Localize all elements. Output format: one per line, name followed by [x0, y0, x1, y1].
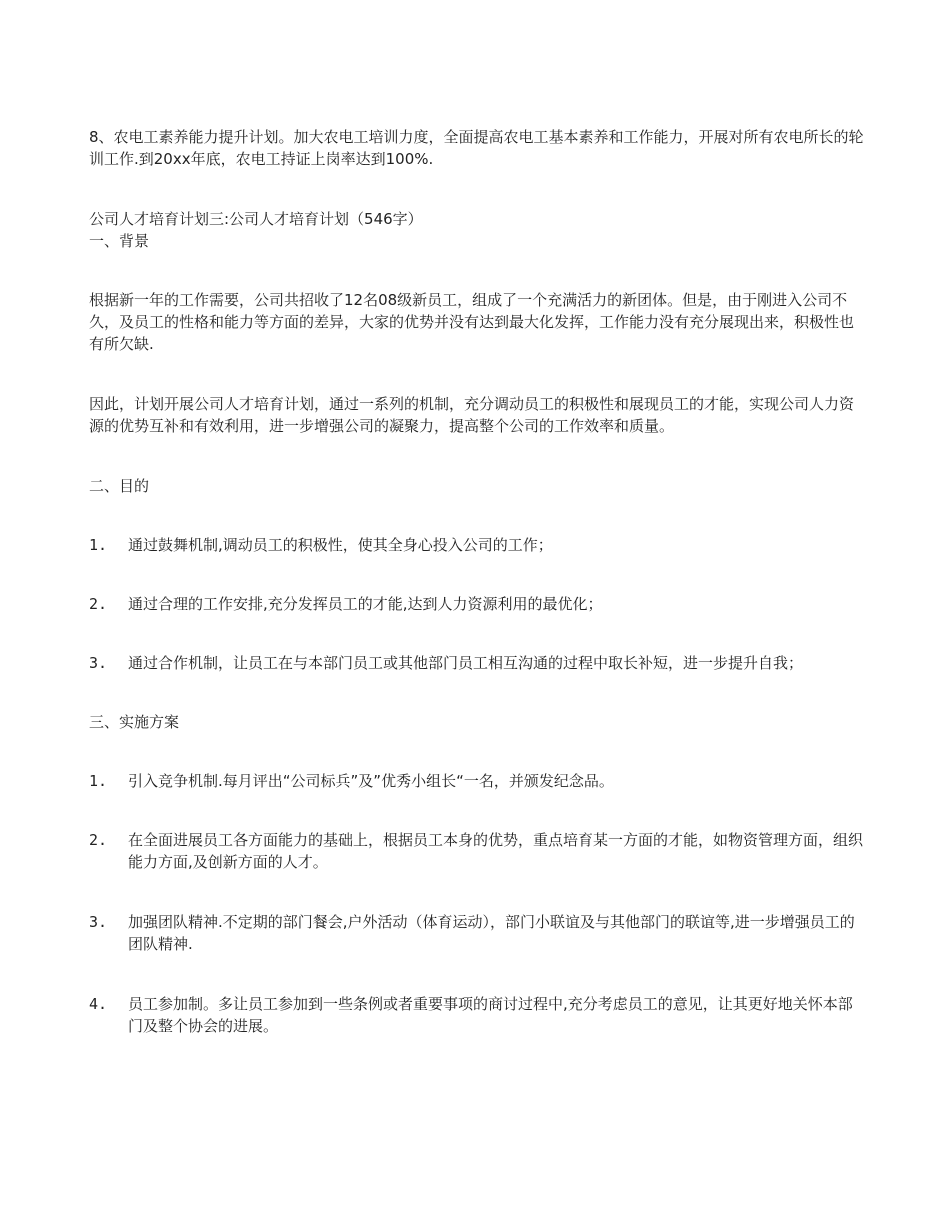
paragraph-item-8: 8、农电工素养能力提升计划。加大农电工培训力度，全面提高农电工基本素养和工作能力，开展对所有农电所长的轮训工作.到20xx年底，农电工持证上岗率达到100%. [89, 128, 864, 168]
goal-number: 1. [89, 536, 108, 554]
plan-item-2 [89, 829, 864, 873]
heading-plan: 三、实施方案 [89, 713, 180, 731]
goal-item-2 [89, 593, 864, 615]
goal-item-1 [89, 534, 864, 556]
plan-number: 4. [89, 995, 108, 1013]
section-title: 公司人才培育计划三:公司人才培育计划（546字） [89, 210, 423, 228]
goal-text: 通过鼓舞机制,调动员工的积极性，使其全身心投入公司的工作； [128, 536, 553, 554]
plan-number: 3. [89, 913, 108, 931]
plan-number: 2. [89, 831, 108, 849]
background-paragraph-1: 根据新一年的工作需要，公司共招收了12名08级新员工，组成了一个充满活力的新团体。但是，由于刚进入公司不久，及员工的性格和能力等方面的差异，大家的优势并没有达到最大化发挥，工作能力没有充分展现出来，积极性也有所欠缺. [89, 291, 855, 353]
goal-number: 2. [89, 595, 108, 613]
plan-text: 在全面进展员工各方面能力的基础上，根据员工本身的优势，重点培育某一方面的才能，如物资管理方面，组织能力方面,及创新方面的人才。 [128, 831, 864, 871]
plan-item-1 [89, 770, 864, 792]
plan-text: 引入竞争机制.每月评出“公司标兵”及”优秀小组长“一名，并颁发纪念品。 [128, 772, 614, 790]
heading-background: 一、背景 [89, 232, 150, 250]
plan-item-3 [89, 911, 864, 955]
goal-text: 通过合作机制，让员工在与本部门员工或其他部门员工相互沟通的过程中取长补短，进一步提升自我； [128, 654, 804, 672]
goal-number: 3. [89, 654, 108, 672]
plan-text: 加强团队精神.不定期的部门餐会,户外活动（体育运动），部门小联谊及与其他部门的联谊等,进一步增强员工的团队精神. [128, 913, 855, 953]
goal-item-3 [89, 652, 864, 674]
heading-purpose: 二、目的 [89, 477, 150, 495]
plan-item-4 [89, 993, 864, 1037]
background-paragraph-2: 因此，计划开展公司人才培育计划，通过一系列的机制，充分调动员工的积极性和展现员工的才能，实现公司人力资源的优势互补和有效利用，进一步增强公司的凝聚力，提高整个公司的工作效率和质量。 [89, 395, 855, 435]
goal-text: 通过合理的工作安排,充分发挥员工的才能,达到人力资源利用的最优化； [128, 595, 603, 613]
plan-number: 1. [89, 772, 108, 790]
plan-text: 员工参加制。多让员工参加到一些条例或者重要事项的商讨过程中,充分考虑员工的意见，让其更好地关怀本部门及整个协会的进展。 [128, 995, 853, 1035]
